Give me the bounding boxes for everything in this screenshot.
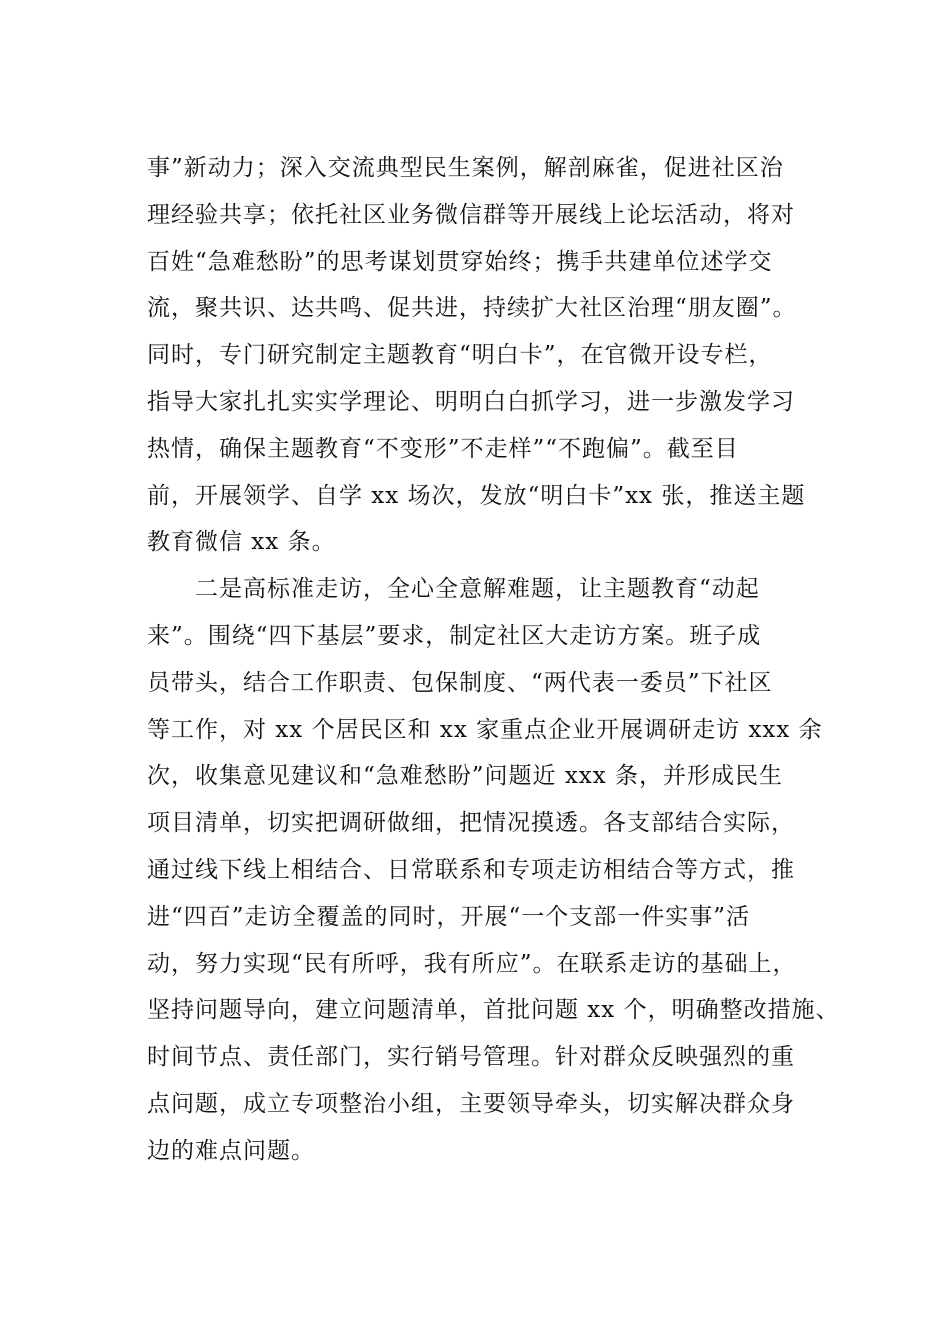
text-line: 同时，专门研究制定主题教育“明白卡”，在官微开设专栏， (147, 342, 773, 369)
text-line: 前，开展领学、自学 xx 场次，发放“明白卡”xx 张，推送主题 (147, 482, 806, 509)
text-line: 边的难点问题。 (147, 1137, 315, 1164)
text-line: 流，聚共识、达共鸣、促共进，持续扩大社区治理“朋友圈”。 (147, 295, 797, 322)
text-line: 事”新动力；深入交流典型民生案例，解剖麻雀，促进社区治 (147, 155, 784, 181)
text-line: 二是高标准走访，全心全意解难题，让主题教育“动起 (147, 576, 760, 603)
text-line: 等工作，对 xx 个居民区和 xx 家重点企业开展调研走访 xxx 余 (147, 716, 823, 743)
body-text (147, 145, 840, 1175)
paragraph-1 (147, 145, 837, 566)
text-line: 指导大家扎扎实实学理论、明明白白抓学习，进一步激发学习 (147, 388, 795, 415)
text-line: 百姓“急难愁盼”的思考谋划贯穿始终；携手共建单位述学交 (147, 248, 773, 275)
text-line: 来”。围绕“四下基层”要求，制定社区大走访方案。班子成 (147, 622, 762, 649)
text-line: 动，努力实现“民有所呼，我有所应”。在联系走访的基础上， (147, 950, 797, 977)
text-line: 进“四百”走访全覆盖的同时，开展“一个支部一件实事”活 (147, 903, 751, 930)
text-line: 时间节点、责任部门，实行销号管理。针对群众反映强烈的重 (147, 1044, 795, 1071)
text-line: 点问题，成立专项整治小组，主要领导牵头，切实解决群众身 (147, 1090, 795, 1117)
text-line: 坚持问题导向，建立问题清单，首批问题 xx 个，明确整改措施、 (147, 997, 840, 1024)
text-line: 理经验共享；依托社区业务微信群等开展线上论坛活动，将对 (147, 201, 795, 228)
paragraph-2 (147, 566, 840, 1174)
text-line: 教育微信 xx 条。 (147, 529, 336, 556)
text-line: 热情，确保主题教育“不变形”不走样”“不跑偏”。截至目 (147, 435, 739, 462)
text-line: 通过线下线上相结合、日常联系和专项走访相结合等方式，推 (147, 856, 795, 883)
text-line: 项目清单，切实把调研做细，把情况摸透。各支部结合实际， (147, 810, 795, 837)
text-line: 次，收集意见建议和“急难愁盼”问题近 xxx 条，并形成民生 (147, 763, 784, 790)
text-line: 员带头，结合工作职责、包保制度、“两代表一委员”下社区 (147, 669, 773, 696)
